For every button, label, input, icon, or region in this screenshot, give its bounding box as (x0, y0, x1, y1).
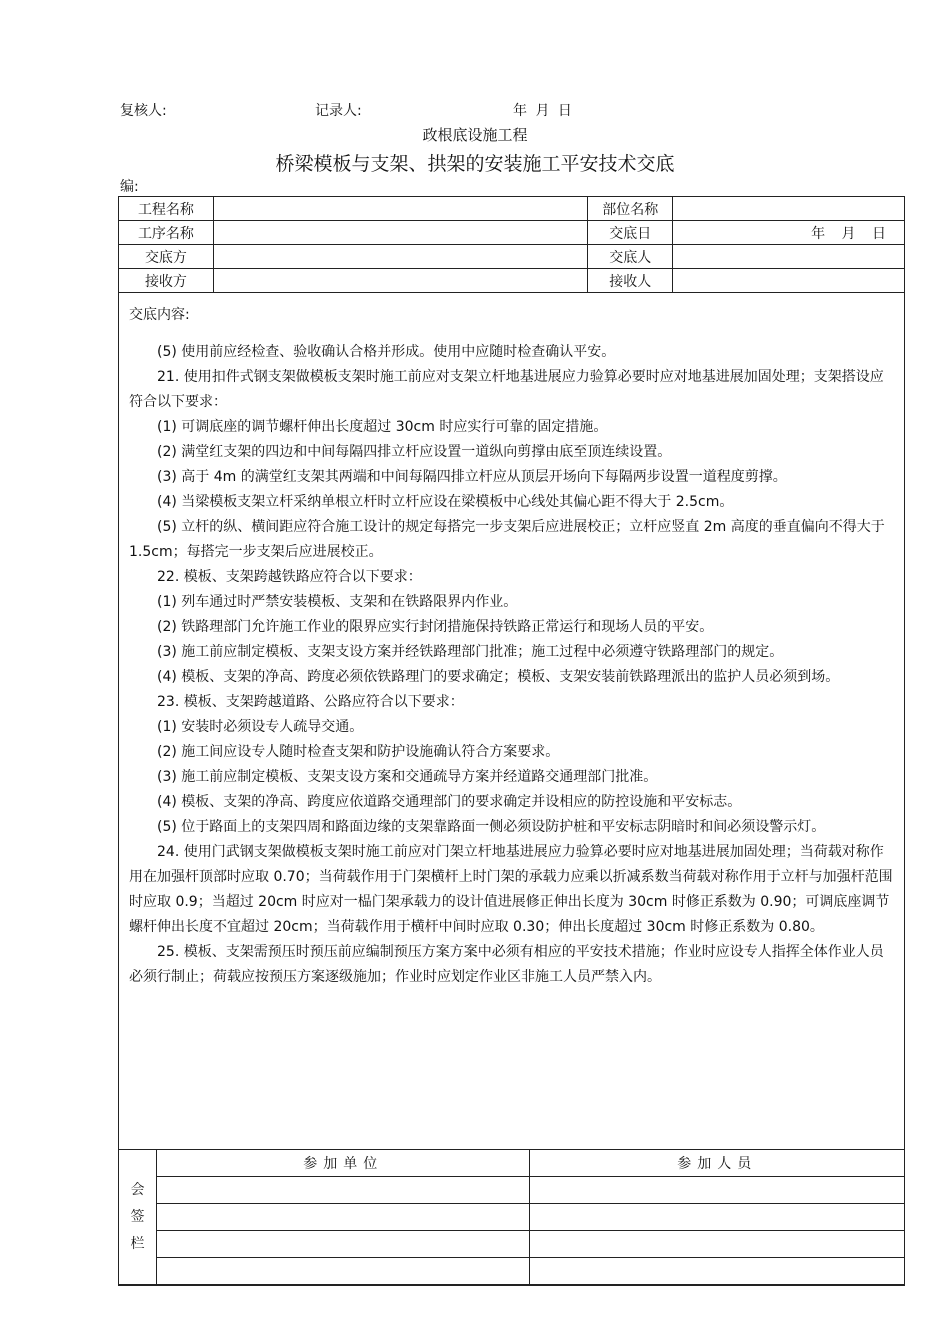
project-title: 政根底设施工程 (422, 126, 528, 144)
project-name-field[interactable] (213, 197, 587, 221)
part-name-label: 部位名称 (588, 197, 673, 221)
briefing-party-field[interactable] (213, 245, 587, 269)
content-paragraph: (5) 位于路面上的支架四周和路面边缘的支架靠路面一侧必须设防护桩和平安标志阴暗时和间必须设警示灯。 (157, 819, 826, 835)
receiver-label: 接收人 (588, 269, 673, 293)
signoff-row (119, 1204, 905, 1231)
content-paragraph: (5) 立杆的纵、横间距应符合施工设计的规定每搭完一步支架后应进展校正；立杆应竖直 2m 高度的垂直偏向不得大于 1.5cm；每搭完一步支架后应进展校正。 (129, 519, 885, 560)
info-row-receiver (119, 269, 905, 293)
content-paragraph: 24. 使用门武钢支架做模板支架时施工前应对门架立杆地基进展应力验算必要时应对地基进展加固处理；当荷载对称作用在加强杆顶部时应取 0.70；当荷载作用于门架横杆上时门架的承载力应乘以折减系数当荷载对称作用于立杆与加强杆范围时应取 0.9；当超过 20cm 时应对一榀门架承载力的设计值进展修正伸出长度为 30cm 时修正系数为 0.90；可调底座调节螺杆伸出长度不宜超过 20cm；当荷载作用于横杆中间时应取 0.30；伸出长度超过 30cm 时修正系数为 0.80。 (129, 844, 893, 935)
content-label: 交底内容: (129, 307, 190, 323)
unit-cell[interactable] (156, 1177, 530, 1204)
briefing-date-field[interactable]: 年 月 日 (673, 221, 905, 245)
signoff-char: 栏 (130, 1235, 145, 1252)
content-paragraph: 23. 模板、支架跨越道路、公路应符合以下要求： (157, 694, 464, 710)
date-label: 年 月 日 (513, 103, 574, 119)
signoff-row (119, 1231, 905, 1258)
content-paragraph: (3) 施工前应制定模板、支架支设方案和交通疏导方案并经道路交通理部门批准。 (157, 769, 658, 785)
content-paragraph: (3) 高于 4m 的满堂红支架其两端和中间每隔四排立杆应从顶层开场向下每隔两步设置一道程度剪撑。 (157, 469, 787, 485)
briefing-date-label: 交底日 (588, 221, 673, 245)
content-area (118, 298, 905, 1148)
unit-cell[interactable] (156, 1204, 530, 1231)
info-row-process (119, 221, 905, 245)
document-title: 桥梁模板与支架、拱架的安装施工平安技术交底 (275, 153, 675, 175)
people-cell[interactable] (530, 1231, 905, 1258)
process-name-label: 工序名称 (119, 221, 214, 245)
signoff-char: 会 (130, 1181, 145, 1198)
content-paragraph: (1) 列车通过时严禁安装模板、支架和在铁路限界内作业。 (157, 594, 518, 610)
content-paragraph: 25. 模板、支架需预压时预压前应编制预压方案方案中必须有相应的平安技术措施；作业时应设专人指挥全体作业人员必须行制止；荷载应按预压方案逐级施加；作业时应划定作业区非施工人员严禁入内。 (129, 944, 884, 985)
content-body (129, 340, 894, 990)
participating-unit-header: 参加单位 (156, 1150, 530, 1177)
content-paragraph: (2) 满堂红支架的四边和中间每隔四排立杆应设置一道纵向剪撑由底至顶连续设置。 (157, 444, 672, 460)
content-paragraph: 22. 模板、支架跨越铁路应符合以下要求： (157, 569, 422, 585)
info-row-project (119, 197, 905, 221)
briefer-label: 交底人 (588, 245, 673, 269)
project-name-label: 工程名称 (119, 197, 214, 221)
content-paragraph: (1) 安装时必须设专人疏导交通。 (157, 719, 364, 735)
signoff-row (119, 1177, 905, 1204)
briefing-party-label: 交底方 (119, 245, 214, 269)
briefer-field[interactable] (673, 245, 905, 269)
participating-people-header: 参加人员 (530, 1150, 905, 1177)
unit-cell[interactable] (156, 1258, 530, 1285)
content-paragraph: (4) 当梁模板支架立杆采纳单根立杆时立杆应设在梁模板中心线处其偏心距不得大于 2.5cm。 (157, 494, 734, 510)
info-table (118, 196, 905, 293)
part-name-field[interactable] (673, 197, 905, 221)
receiving-party-field[interactable] (213, 269, 587, 293)
people-cell[interactable] (530, 1258, 905, 1285)
content-paragraph: (5) 使用前应经检查、验收确认合格并形成。使用中应随时检查确认平安。 (157, 344, 616, 360)
signoff-side-label (119, 1150, 157, 1285)
content-paragraph: (4) 模板、支架的净高、跨度必须依铁路理门的要求确定；模板、支架安装前铁路理派出的监护人员必须到场。 (157, 669, 840, 685)
content-paragraph: (1) 可调底座的调节螺杆伸出长度超过 30cm 时应实行可靠的固定措施。 (157, 419, 608, 435)
receiving-party-label: 接收方 (119, 269, 214, 293)
content-paragraph: (4) 模板、支架的净高、跨度应依道路交通理部门的要求确定并设相应的防控设施和平安标志。 (157, 794, 742, 810)
content-paragraph: 21. 使用扣件式钢支架做模板支架时施工前应对支架立杆地基进展应力验算必要时应对地基进展加固处理；支架搭设应符合以下要求： (129, 369, 884, 410)
recorder-label: 记录人: (315, 103, 362, 119)
process-name-field[interactable] (213, 221, 587, 245)
info-row-briefer (119, 245, 905, 269)
signoff-char: 签 (130, 1208, 145, 1225)
people-cell[interactable] (530, 1204, 905, 1231)
unit-cell[interactable] (156, 1231, 530, 1258)
signoff-table (118, 1149, 905, 1285)
content-paragraph: (3) 施工前应制定模板、支架支设方案并经铁路理部门批准；施工过程中必须遵守铁路理部门的规定。 (157, 644, 784, 660)
people-cell[interactable] (530, 1177, 905, 1204)
receiver-field[interactable] (673, 269, 905, 293)
reviewer-label: 复核人: (120, 103, 167, 119)
content-paragraph: (2) 铁路理部门允许施工作业的限界应实行封闭措施保持铁路正常运行和现场人员的平安。 (157, 619, 714, 635)
signoff-row (119, 1258, 905, 1285)
content-paragraph: (2) 施工间应设专人随时检查支架和防护设施确认符合方案要求。 (157, 744, 560, 760)
author-label: 编: (120, 179, 139, 195)
